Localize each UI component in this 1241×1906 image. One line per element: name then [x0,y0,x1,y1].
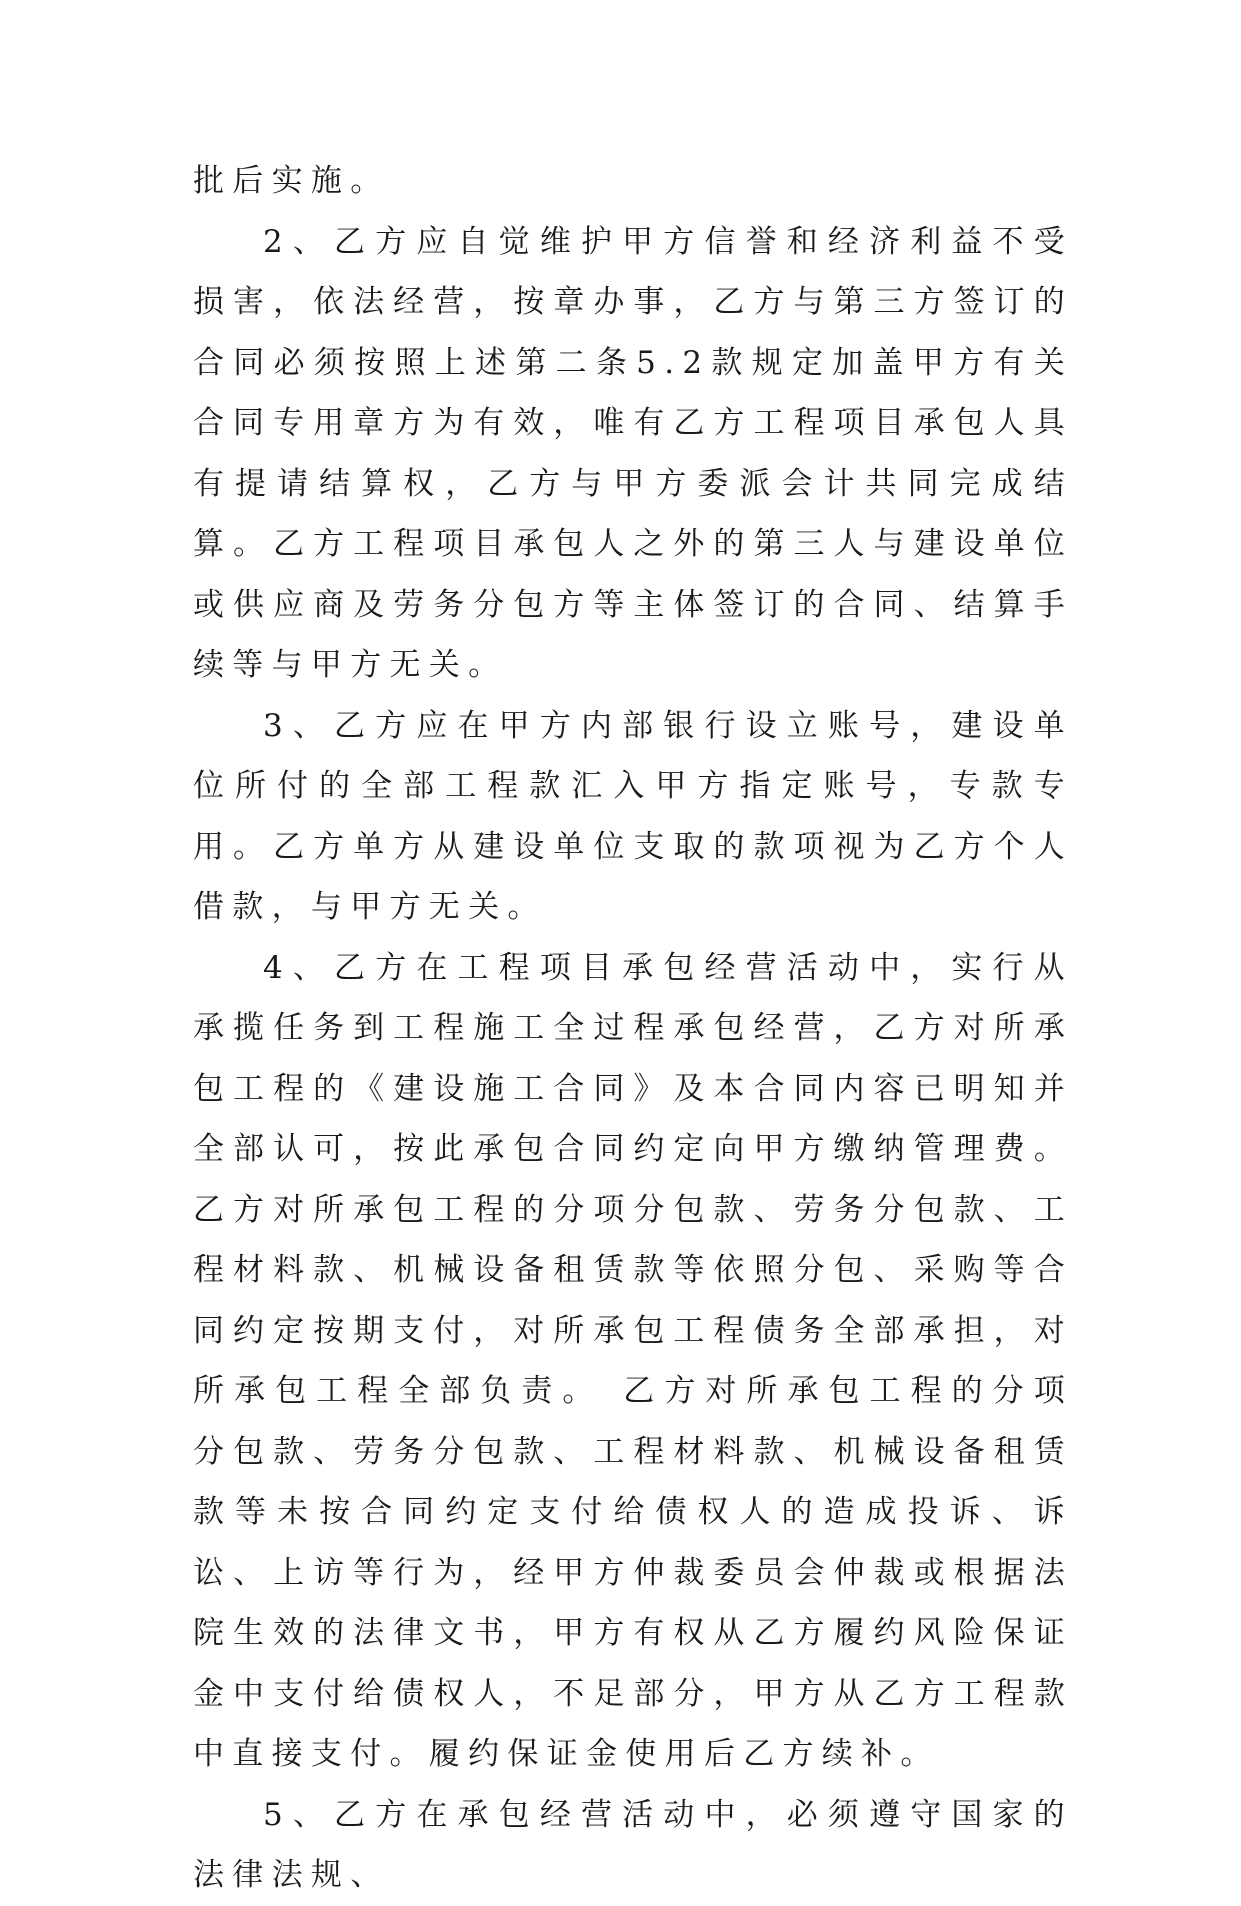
paragraph-clause-4: 4、乙方在工程项目承包经营活动中，实行从承揽任务到工程施工全过程承包经营，乙方对所承包工程的《建设施工合同》及本合同内容已明知并全部认可，按此承包合同约定向甲方缴纳管理费。乙方对所承包工程的分项分包款、劳务分包款、工程材料款、机械设备租赁款等依照分包、采购等合同约定按期支付，对所承包工程债务全部承担，对所承包工程全部负责。 乙方对所承包工程的分项分包款、劳务分包款、工程材料款、机械设备租赁款等未按合同约定支付给债权人的造成投诉、诉讼、上访等行为，经甲方仲裁委员会仲裁或根据法院生效的法律文书，甲方有权从乙方履约风险保证金中支付给债权人，不足部分，甲方从乙方工程款中直接支付。履约保证金使用后乙方续补。 [193,949,1073,1772]
paragraph-clause-2: 2、乙方应自觉维护甲方信誉和经济利益不受损害，依法经营，按章办事，乙方与第三方签订的合同必须按照上述第二条5.2款规定加盖甲方有关合同专用章方为有效，唯有乙方工程项目承包人具有提请结算权，乙方与甲方委派会计共同完成结算。乙方工程项目承包人之外的第三人与建设单位或供应商及劳务分包方等主体签订的合同、结算手续等与甲方无关。 [193,223,1073,683]
body-text [193,151,1073,1906]
paragraph-clause-3: 3、乙方应在甲方内部银行设立账号，建设单位所付的全部工程款汇入甲方指定账号，专款专用。乙方单方从建设单位支取的款项视为乙方个人借款，与甲方无关。 [193,707,1073,925]
paragraph-clause-5: 5、乙方在承包经营活动中，必须遵守国家的法律法规、 [193,1796,1073,1893]
paragraph-continuation: 批后实施。 [193,163,390,199]
